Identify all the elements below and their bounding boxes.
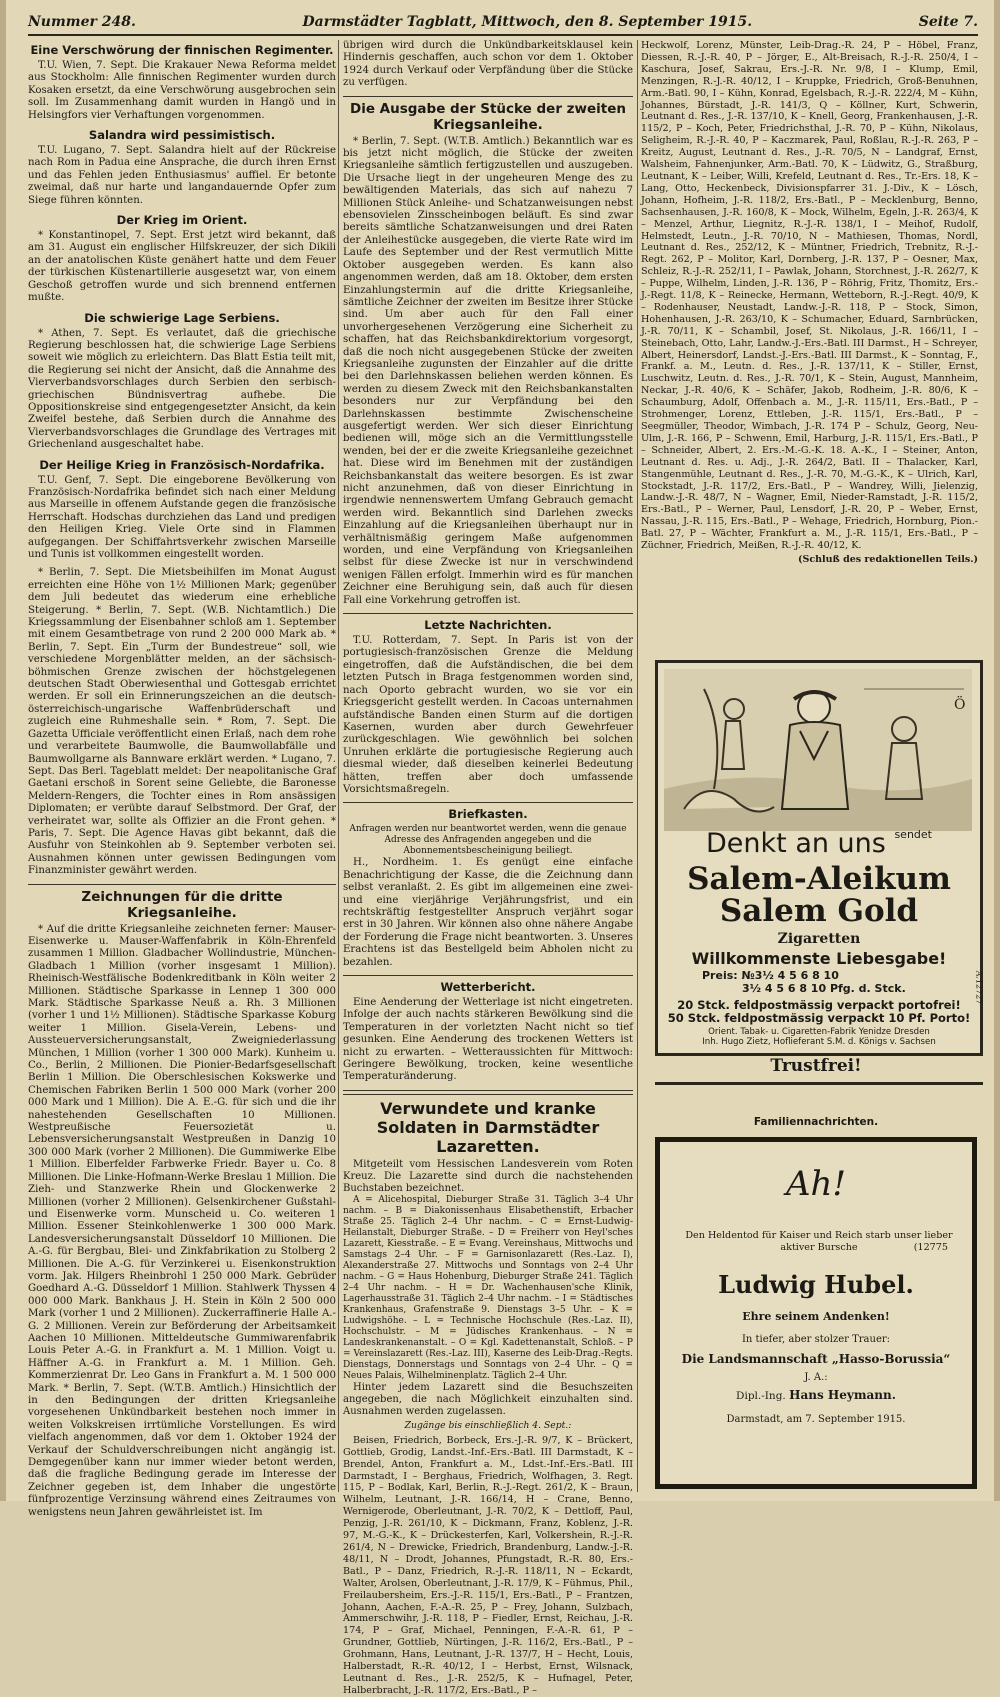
ad-headline-small: sendet [894,828,932,841]
ad-product: Zigaretten [777,931,861,947]
ad-maker-line: Orient. Tabak- u. Cigaretten-Fabrik Yenidze Dresden [708,1027,930,1037]
ad-prices-top: №3½ 4 5 6 8 10 [741,969,839,982]
article-title: Letzte Nachrichten. [424,618,552,633]
ad-brand-2: Salem Gold [719,893,919,929]
article-text: T.U. Lugano, 7. Sept. Salandra hielt auf der Rückreise nach Rom in Padua eine Ansprache, die durch ihren Ernst und das Fehlen jeden Enthusiasmus' auffiel. Er betonte zweimal, daß nur harte und langandauernde Opfer zum Siege führen könnten. [28,145,336,206]
ad-maker [666,1027,972,1047]
ad-reference: A.12727 [974,970,984,1005]
article [28,311,336,452]
casualty-list: Beisen, Friedrich, Borbeck, Ers.-J.-R. 9/7, K – Brückert, Gottlieb, Grodig, Landst.-Inf.-Ers.-Batl. III Darmstadt, K – Brendel, Anton, Frankfurt a. M., Ldst.-Inf.-Ers.-Batl. III Darmstadt, I – Berghaus, Friedrich, Wolfhagen, 3. Regt. 115, P – Bodlak, Karl, Berlin, R.-J.-Regt. 261/2, K – Braun, Wilhelm, Leutnant, J.-R. 166/14, H – Crane, Benno, Wernigerode, Oberleutnant, J.-R. 70/2, K – Dettloff, Paul, Penzig, J.-R. 261/10, K – Dickmann, Franz, Koblenz, J.-R. 97, M.-G.-K., K – Drückesterfen, Karl, Volkershein, R.-J.-R. 261/4, N – Drewicke, Friedrich, Brandenburg, Landw.-J.-R. 48/11, N – Drodt, Johannes, Pfungstadt, R.-R. 80, Ers.-Batl., P – Danz, Friedrich, R.-J.-R. 118/11, N – Eckardt, Walter, Arolsen, Oberleutnant, J.-R. 17/9, K – Fühmus, Phil., Freilaubersheim, Ers.-J.-R. 115/1, Ers.-Batl., P – Frantzen, Johann, Aachen, F.-A.-R. 25, P – Frey, Johann, Sulzbach, Ammerschwihr, J.-R. 118, P – Fiedler, Ernst, Reichau, J.-R. 174, P – Graf, Michael, Penningen, F.-A.-R. 61, P – Grundner, Gottlieb, Nürtingen, J.-R. 116/2, Ers.-Batl., P – Grohmann, Hans, Leutnant, J.-R. 137/7, H – Hecht, Louis, Halberstadt, R.-R. 40/12, I – Herbst, Ernst, Wilsnack, Leutnant d. Res., J.-R. 252/5, K – Hufnagel, Peter, Halberbracht, J.-R. 117/2, Ers.-Batl., P – [343,1434,633,1696]
article-text: H., Nordheim. 1. Es genügt eine einfache Benachrichtigung der Kasse, die die Zeichnung dann selbst veranlaßt. 2. Es gibt im allgemeinen eine zwei- und eine vierjährige Verjährungsfrist, und ein rechtskräftig festgestellter Anspruch verjährt sogar erst in 30 Jahren. Wir können also ohne nähere Angabe der Forderung die Frage nicht beantworten. 3. Unseres Erachtens ist das Bestellgeld beim Abholen nicht zu bezahlen. [343,857,633,968]
article-title: Wetterbericht. [440,980,536,994]
article-note: Anfragen werden nur beantwortet werden, wenn die genaue Adresse des Anfragenden angegeben und die Abonnementsbescheinigung beiliegt. [349,824,627,857]
article [343,101,633,607]
article [28,213,336,304]
ad-bottom-rule [655,1082,983,1085]
ad-price-label: Preis: [702,969,738,982]
section-divider [343,96,633,97]
article-text: * Athen, 7. Sept. Es verlautet, daß die griechische Regierung beschlossen hat, die schwierige Lage Serbiens soweit wie möglich zu erleichtern. Das Blatt Estia teilt mit, die Regierung sei nicht der Ansicht, daß die Annahme des Vierverbandsvorschlages durch Serbien den serbisch-griechischen Bündnisvertrag aufhebe. Die Oppositionskreise sind entgegengesetzter Ansicht, da kein Zweifel bestehe, daß Serbien durch die Annahme des Vierverbandsvorschlages die Grundlage des Vertrages mit Griechenland ausgeschaltet habe. [28,327,336,451]
death-notice-initial: Ah! [785,1164,847,1204]
page-right-edge [994,0,1000,1501]
editorial-end-note: (Schluß des redaktionellen Teils.) [797,553,978,565]
death-notice-text: Den Heldentod für Kaiser und Reich starb unser lieber aktiver Bursche [685,1230,953,1253]
casualty-list-continued: Heckwolf, Lorenz, Münster, Leib-Drag.-R. 24, P – Höbel, Franz, Diessen, R.-J.-R. 40, P – Jörger, E., Alt-Breisach, R.-J.-R. 250/4, I – Kaschura, Josef, Sakrau, Ers.-J.-R. Nr. 9/8, I – Klump, Emil, Menzingen, R.-J.-R. 40/12, I – Kruppke, Friedrich, Groß-Benuhnen, Arm.-Batl. 90, I – Kühn, Konrad, Egelsbach, R.-J.-R. 222/4, M – Kühn, Johannes, Bürstadt, J.-R. 141/3, Q – Köllner, Kurt, Schwerin, Leutnant d. Res., J.-R. 137/10, K – Knell, Georg, Frankenhausen, J.-R. 115/2, P – Koch, Peter, Friedrichsthal, J.-R. 70, P – Kühn, Nikolaus, Seligheim, R.-J.-R. 40, P – Kaczmarek, Paul, Roßlau, R.-J.-R. 263, P – Kreitz, August, Leutnant d. Res., J.-R. 70/5, N – Landgraf, Ernst, Walsheim, Fahnenjunker, Arm.-Batl. 70, K – Lüdwitz, G., Straßburg, Leutnant, K – Leiber, Willi, Krefeld, Leutnant d. Res., Tr.-Ers. 18, K – Lang, Otto, Heckenbeck, Divisionspfarrer 31. J.-Div., K – Lösch, Johann, Hofheim, J.-R. 118/2, Ers.-Batl., P – Mecklenburg, Benno, Sachsenhausen, J.-R. 160/8, K – Mock, Wilhelm, Egeln, J.-R. 263/4, K – Menzel, Arthur, Liegnitz, R.-J.-R. 138/1, I – Meihof, Rudolf, Helmstedt, Leutn., J.-R. 70/10, N – Mathiesen, Thomas, Nordl, Leutnant d. Res., 252/12, K – Müntner, Friedrich, Trebnitz, R.-J.-Regt. 262, P – Molitor, Karl, Dornberg, J.-R. 137, P – Oesner, Max, Schleiz, R.-J.-R. 252/11, I – Pawlak, Johann, Storchnest, J.-R. 262/7, K – Puppe, Wilhelm, Linden, J.-R. 136, P – Röhrig, Fritz, Thomitz, Ers.-J.-Regt. 11/8, K – Reinecke, Hermann, Wetteborn, R.-J.-Regt. 40/9, K – Rodenhauser, Neustadt, Landw.-J.-R. 118, P – Stock, Simon, Hohenhausen, J.-R. 263/10, K – Schumacher, Eduard, Sarnbrücken, J.-R. 70/11, K – Schambil, Josef, St. Nikolaus, J.-R. 166/11, I – Steinebach, Otto, Lahr, Landw.-J.-Ers.-Batl. III Darmst., H – Schreyer, Albert, Heinersdorf, Landst.-J.-Ers.-Batl. III Darmst., K – Sonntag, F., Frankf. a. M., Leutn. d. Res., J.-R. 137/11, K – Stiller, Ernst, Luschwitz, Leutn. d. Res., J.-R. 70/1, K – Stein, August, Mannheim, Neckar, J.-R. 40/6, K – Schäfer, Jakob, Rodheim, J.-R. 80/6, K – Schaumburg, Adolf, Offenbach a. M., J.-R. 115/11, Ers.-Batl., P – Strohmenger, Lorenz, Ettleben, J.-R. 115/1, Ers.-Batl., P – Seegmüller, Theodor, Wimbach, J.-R. 174 P – Schulz, Georg, Neu-Ulm, J.-R. 166, P – Schwenn, Emil, Harburg, J.-R. 115/1, Ers.-Batl., P – Schneider, Albert, 2. Ers.-M.-G.-K. 18. A.-K., I – Steiner, Anton, Leutnant d. Res. u. Adj., J.-R. 264/2, Batl. II – Thalacker, Karl, Stangenmühle, Leutnant d. Res., J.-R. 70, M.-G.-K., K – Ulrich, Karl, Stockstadt, J.-R. 117/2, Ers.-Batl., P – Wandrey, Willi, Jielenzig, Landw.-J.-R. 48/7, N – Wagner, Emil, Nieder-Ramstadt, J.-R. 115/2, Ers.-Batl., P – Werner, Paul, Lensdorf, J.-R. 20, P – Weber, Ernst, Nassau, J.-R. 115, Ers.-Batl., P – Wehage, Friedrich, Hornburg, Pion.-Batl. 27, P – Wächter, Frankfurt a. M., J.-R. 115/1, Ers.-Batl., P – Züchner, Friedrich, Meißen, R.-J.-R. 40/12, K. [641,40,978,552]
section-divider [343,802,633,803]
article [28,458,336,562]
article-title: Salandra wird pessimistisch. [88,128,276,143]
article-title: Eine Verschwörung der finnischen Regimenter. [30,43,334,57]
article [28,567,336,877]
ad-slogan: Willkommenste Liebesgabe! [691,949,947,968]
article [343,807,633,969]
article [343,980,633,1084]
article-text: * Konstantinopel, 7. Sept. Erst jetzt wird bekannt, daß am 31. August ein englischer Hilfskreuzer, der sich Dikili an der anatolischen Küste genähert hatte und dem Feuer der türkischen Küstenartillerie ausgesetzt war, von einem Geschoß getroffen wurde und sich brennend entfernen mußte. [28,230,336,304]
ad-prices [702,969,942,995]
ad-shipping-line: 20 Stck. feldpostmässig verpackt portofrei! [677,998,961,1012]
section-divider [343,975,633,976]
family-notices-heading: Familiennachrichten. [753,1116,879,1128]
issue-number: Nummer 248. [28,14,136,30]
article-title: Der Krieg im Orient. [116,213,248,228]
soldiers-illustration [664,669,972,831]
article [28,889,336,1520]
article [343,1099,633,1697]
death-notice-mourning: In tiefer, aber stolzer Trauer: [741,1334,891,1345]
section-divider [28,884,336,885]
article [28,128,336,207]
death-notice-signer [660,1388,972,1402]
ad-shipping-line: 50 Stck. feldpostmässig verpackt 10 Pf. Porto! [667,1011,971,1025]
article-text: * Berlin, 7. Sept. Die Mietsbeihilfen im Monat August erreichten eine Höhe von 1½ Millionen Mark; gegenüber dem Juli bedeutet das wiederum eine erhebliche Steigerung. * Berlin, 7. Sept. (W.B. Nichtamtlich.) Die Kriegssammlung der Eisenbahner schloß am 1. September mit einem Gesamtbetrage von rund 2 200 000 Mark ab. * Berlin, 7. Sept. Ein „Turm der Bundestreue“ soll, wie verschiedene Morgenblätter melden, an der sächsisch-böhmischen Grenze zwischen der höchstgelegenen deutschen Stadt Oberwiesenthal und Gottesgab errichtet werden. Er soll ein Erinnerungszeichen an die deutsch-österreichisch-ungarische Waffenbrüderschaft und zugleich eine Ruhmeshalle sein. * Rom, 7. Sept. Die Gazetta Ufficiale veröffentlicht einen Erlaß, nach dem rohe und verarbeitete Baumwolle, die Baumwollabfälle und Baumwollgarne als Bannware erklärt werden. * Lugano, 7. Sept. Das Berl. Tageblatt meldet: Der neapolitanische Graf Gaetani erschoß in Sorent seine Geliebte, die Baronesse Meldern-Rengers, die Tochter eines in Rom ansässigen Diplomaten; er verübte darauf Selbstmord. Der Graf, der verheiratet war, sollte als Offizier an die Front gehen. * Paris, 7. Sept. Die Agence Havas gibt bekannt, daß die Ausfuhr von Steinkohlen ab 9. September verboten sei. Ausnahmen können unter gewissen Bedingungen vom Finanzminister gewährt werden. [28,567,336,877]
article-text: T.U. Wien, 7. Sept. Die Krakauer Newa Reforma meldet aus Stockholm: Alle finnischen Regimenter wurden durch Kosaken ersetzt, da eine Verschwörung ausgebrochen sein soll. Im Zusammenhang damit wurden in Hangö und in Helsingfors vier Verhaftungen vorgenommen. [28,60,336,121]
death-notice-ref: (12775 [913,1242,948,1253]
article [343,618,633,796]
section-divider [343,613,633,614]
death-notice-date: Darmstadt, am 7. September 1915. [726,1414,906,1425]
article-text: Hinter jedem Lazarett sind die Besuchszeiten angegeben, die nach Möglichkeit einzuhalten sind. Ausnahmen werden zugelassen. [343,1381,633,1417]
death-notice-ia: J. A.: [804,1372,828,1383]
death-notice-honor: Ehre seinem Andenken! [742,1310,890,1323]
ad-prices-bottom: 3½ 4 5 6 8 10 Pfg. d. Stck. [742,982,906,995]
article-text: Eine Aenderung der Wetterlage ist nicht eingetreten. Infolge der auch nachts stärkeren Bewölkung sind die Temperaturen in der vorletzten Nacht nicht so tief gesunken. Eine Aenderung des trockenen Wetters ist nicht zu erwarten. – Wetteraussichten für Mittwoch: Geringere Bewölkung, trocken, keine wesentliche Temperaturänderung. [343,997,633,1083]
page-number: Seite 7. [918,14,978,30]
death-notice [655,1137,977,1489]
section-divider [343,1090,633,1095]
article-text: * Auf die dritte Kriegsanleihe zeichneten ferner: Mauser-Eisenwerke u. Mauser-Waffenfabrik in Köln-Ehrenfeld zusammen 1 Million. Gladbacher Wollindustrie, München-Gladbach 1 Million (vorher insgesamt 1 Million). Rheinisch-Westfälische Bodenkreditbank in Köln weiter 2 Millionen. Städtische Sparkasse in Lennep 1 300 000 Mark. Städtische Sparkasse Neuß a. Rh. 3 Millionen (vorher 1 und 1½ Millionen). Städtische Sparkasse Koburg weiter 1 Million. Gisela-Verein, Lebens- und Aussteuerversicherungsanstalt, Zweigniederlassung München, 1 Million (vorher 1 300 000 Mark). Kunheim u. Co., Berlin, 2 Millionen. Die Pionier-Bedarfsgesellschaft Berlin 1 Million. Die Oberschlesischen Kokswerke und Chemischen Fabriken Berlin 1 500 000 Mark (vorher 200 000 Mark und 1 Million). Die A. E.-G. für sich und die ihr nahestehenden Gesellschaften 10 Millionen. Westpreußische Feuersozietät u. Lebensversicherungsanstalt Westpreußen in Danzig 10 300 000 Mark (vorher 2 Millionen). Die Gummiwerke Elbe 1 Million. Elberfelder Farbwerke Friedr. Bayer u. Co. 8 Millionen. Die Linke-Hofmann-Werke Breslau 1 Million. Die Zieh- und Stanzwerke Rhein und Glockenwerke 2 Millionen (vorher 2 Millionen). Gelsenkirchener Gußstahl- und Eisenwerke vorm. Munscheid u. Co. weiteren 1 Million. Essener Steinkohlenwerke 1 300 000 Mark. Landesversicherungsanstalt Düsseldorf 10 Millionen. Die A.-G. für Bergbau, Blei- und Zinkfabrikation zu Stolberg 2 Millionen. Die A.-G. für Verzinkerei u. Eisenkonstruktion vorm. Jak. Hilgers Rheinbrohl 1 250 000 Mark. Gebrüder Goedhard A.-G. Düsseldorf 1 Million. Stahlwerk Thyssen 4 000 000 Mark. Bankhaus J. H. Stein in Köln 2 500 000 Mark (vorher 1 und 2 Millionen). Zuckerraffinerie Halle A.-G. 2 Millionen. Verein zur Beförderung der Arbeitsamkeit Aachen 10 Millionen. Mitteldeutsche Gummiwarenfabrik Louis Peter A.-G. in Frankfurt a. M. 1 Million. Voigt u. Häffner A.-G. in Frankfurt a. M. 1 Million. Geh. Kommerzienrat Dr. Leo Gans in Frankfurt a. M. 1 500 000 Mark. * Berlin, 7. Sept. (W.T.B. Amtlich.) Hinsichtlich der in den Bedingungen der dritten Kriegsanleihe vorgesehenen Unkündbarkeit bestehen noch immer in weiten Volkskreisen irrtümliche Vorstellungen. Es wird vielfach angenommen, daß vor dem 1. Oktober 1924 der Verkauf der Schuldverschreibungen nicht angängig ist. Demgegenüber kann nur immer wieder betont werden, daß die fragliche Bedingung gerade im Interesse der Zeichner gegeben ist, dem Inhaber die ungestörte fünfprozentige Verzinsung während eines Zeitraumes von wenigstens neun Jahren gewährleistet ist. Im [28,923,336,1518]
article-title: Die Ausgabe der Stücke der zweiten Kriegsanleihe. [349,100,627,133]
lazarett-legend: A = Alicehospital, Dieburger Straße 31. Täglich 3–4 Uhr nachm. – B = Diakonissenhaus Elisabethenstift, Erbacher Straße 25. Täglich 2–4 Uhr nachm. – C = Ernst-Ludwig-Heilanstalt, Dieburger Straße. – D = Freiherr von Heyl'sches Lazarett, Kiesstraße. – E = Evang. Vereinshaus, Mittwochs und Samstags 2–4 Uhr. – F = Garnisonlazarett (Res.-Laz. I), Alexanderstraße 27. Mittwochs und Sonntags von 2–4 Uhr nachm. – G = Haus Hohenburg, Dieburger Straße 241. Täglich 2–4 Uhr nachm. – H = Dr. Wachenhausen'sche Klinik, Lagerhausstraße 31. Täglich 2–4 Uhr nachm. – I = Städtisches Krankenhaus, Grafenstraße 9. Dienstags 3–5 Uhr. – K = Ludwigshöhe. – L = Technische Hochschule (Res.-Laz. II), Hochschulstr. – M = Jüdisches Krankenhaus. – N = Landeskrankenanstalt. – O = Kgl. Kadettenanstalt, Schloß. – P = Vereinslazarett (Res.-Laz. III), Kaserne des Leib-Drag.-Regts. Dienstags, Donnerstags und Sonntags von 2–4 Uhr. – Q = Neues Palais, Wilhelminenplatz. Täglich 2–4 Uhr. [343,1194,633,1381]
article-title: Der Heilige Krieg in Französisch-Nordafrika. [39,457,325,472]
cigarette-advertisement [655,660,983,1056]
article-title: Die schwierige Lage Serbiens. [84,310,280,325]
signer-prefix: Dipl.-Ing. [736,1390,786,1402]
column-1 [28,40,336,1518]
page-left-edge [0,0,6,1501]
newspaper-title-date: Darmstädter Tagblatt, Mittwoch, den 8. September 1915. [302,14,753,30]
column-rule [338,40,339,1492]
svg-text:Ö: Ö [954,697,966,713]
article-title: Verwundete und kranke Soldaten in Darmstädter Lazaretten. [376,1098,600,1156]
article-text: * Berlin, 7. Sept. (W.T.B. Amtlich.) Bekanntlich war es bis jetzt nicht möglich, die Stücke der zweiten Kriegsanleihe sämtlich fertigzustellen und auszugeben. Die Ursache liegt in der ungeheuren Menge des zu bewältigenden Materials, das sich auf nahezu 7 Millionen Stück Anleihe- und Schatzanweisungen nebst ebensovielen Zinsscheinbogen beläuft. Es sind zwar bereits sämtliche Schatzanweisungen und drei Raten der Anleihestücke ausgegeben, die vierte Rate wird im Laufe des September und der Rest vermutlich Mitte Oktober ausgegeben werden. Es kann also angenommen werden, daß am 18. Oktober, dem ersten Einzahlungstermin auf die dritte Kriegsanleihe, sämtliche Zeichner der zweiten im Besitze ihrer Stücke sind. Um aber auch für den Fall einer unvorhergesehenen Verzögerung eine Sicherheit zu schaffen, hat das Reichsbankdirektorium vorgesorgt, daß die noch nicht ausgegebenen Stücke der zweiten Kriegsanleihe zugunsten der Einzahler auf die dritte bei den Darlehnskassen beliehen werden können. Es werden zu diesem Zweck mit den Reichsbankanstalten besonders nur zur Verpfändung bei den Darlehnskassen bestimmte Zwischenscheine ausgefertigt werden. Wer sich dieser Einrichtung bedienen will, möge sich an die Vermittlungsstelle wenden, bei der er die zweite Kriegsanleihe gezeichnet hat. Diese wird im Benehmen mit der zuständigen Reichsbankanstalt das weitere besorgen. Es ist zwar nicht anzunehmen, daß von dieser Einrichtung in irgendwie nennenswertem Umfang Gebrauch gemacht werden wird. Bekanntlich sind Darlehen zwecks Einzahlung auf die Kriegsanleihen überhaupt nur in verhältnismäßig geringem Maße aufgenommen worden, und eine Verpfändung von Kriegsanleihen selbst für diese Zwecke ist nur in verschwindend wenigen Fällen erfolgt. Immerhin wird es für manchen Zeichner eine Beruhigung sein, daß auch für diesen Fall eine Vorkehrung getroffen ist. [343,135,633,606]
article-title: Zeichnungen für die dritte Kriegsanleihe. [81,888,283,921]
article-text: T.U. Rotterdam, 7. Sept. In Paris ist von der portugiesisch-französischen Grenze die Meldung eingetroffen, daß die Aufständischen, die bei dem letzten Putsch in Braga festgenommen worden sind, nach Oporto gebracht wurden, wo sie vor ein Kriegsgericht gestellt werden. In Cacoas unternahmen aufständische Banden einen Sturm auf die dortigen Kasernen, wurden aber durch Gewehrfeuer zurückgeschlagen. Wie gewöhnlich bei solchen Unruhen erklärte die portugiesische Regierung auch diesmal wieder, daß dieselben keinerlei Bedeutung hätten, treffen aber doch umfassende Vorsichtsmaßregeln. [343,635,633,795]
column-rule [637,40,638,1492]
ad-headline-text: Denkt an uns [706,828,886,859]
ad-brand-1: Salem-Aleikum [687,861,951,897]
article [343,40,633,90]
article [28,43,336,122]
column-2 [343,40,633,1696]
article-title: Briefkasten. [448,807,528,822]
death-notice-society: Die Landsmannschaft „Hasso-Borussia“ [681,1352,951,1366]
deceased-name: Ludwig Hubel. [718,1270,914,1299]
ad-headline [658,828,980,859]
article-text: übrigen wird durch die Unkündbarkeitsklausel kein Hindernis geschaffen, auch schon vor dem 1. Oktober 1924 durch Verkauf oder Verpfändung über die Stücke zu verfügen. [343,40,633,89]
article-text: T.U. Genf, 7. Sept. Die eingeborene Bevölkerung von Französisch-Nordafrika befindet sich nach einer Meldung aus Marseille in offenem Aufstande gegen die französische Herrschaft. Hodschas durchziehen das Land und predigen den Heiligen Krieg. Viele Orte sind in Flammen aufgegangen. Der Schiffahrtsverkehr zwischen Marseille und Tunis ist vollkommen eingestellt worden. [28,474,336,560]
masthead [28,10,978,36]
ad-shipping [666,999,972,1025]
signer-name: Hans Heymann. [789,1388,896,1402]
ad-trustfrei: Trustfrei! [770,1056,862,1076]
article-intro: Mitgeteilt vom Hessischen Landesverein vom Roten Kreuz. Die Lazarette sind durch die nachstehenden Buchstaben bezeichnet. [343,1158,633,1194]
list-subheading: Zugänge bis einschließlich 4. Sept.: [404,1419,572,1431]
ad-maker-line: Inh. Hugo Zietz, Hoflieferant S.M. d. Königs v. Sachsen [702,1037,936,1047]
